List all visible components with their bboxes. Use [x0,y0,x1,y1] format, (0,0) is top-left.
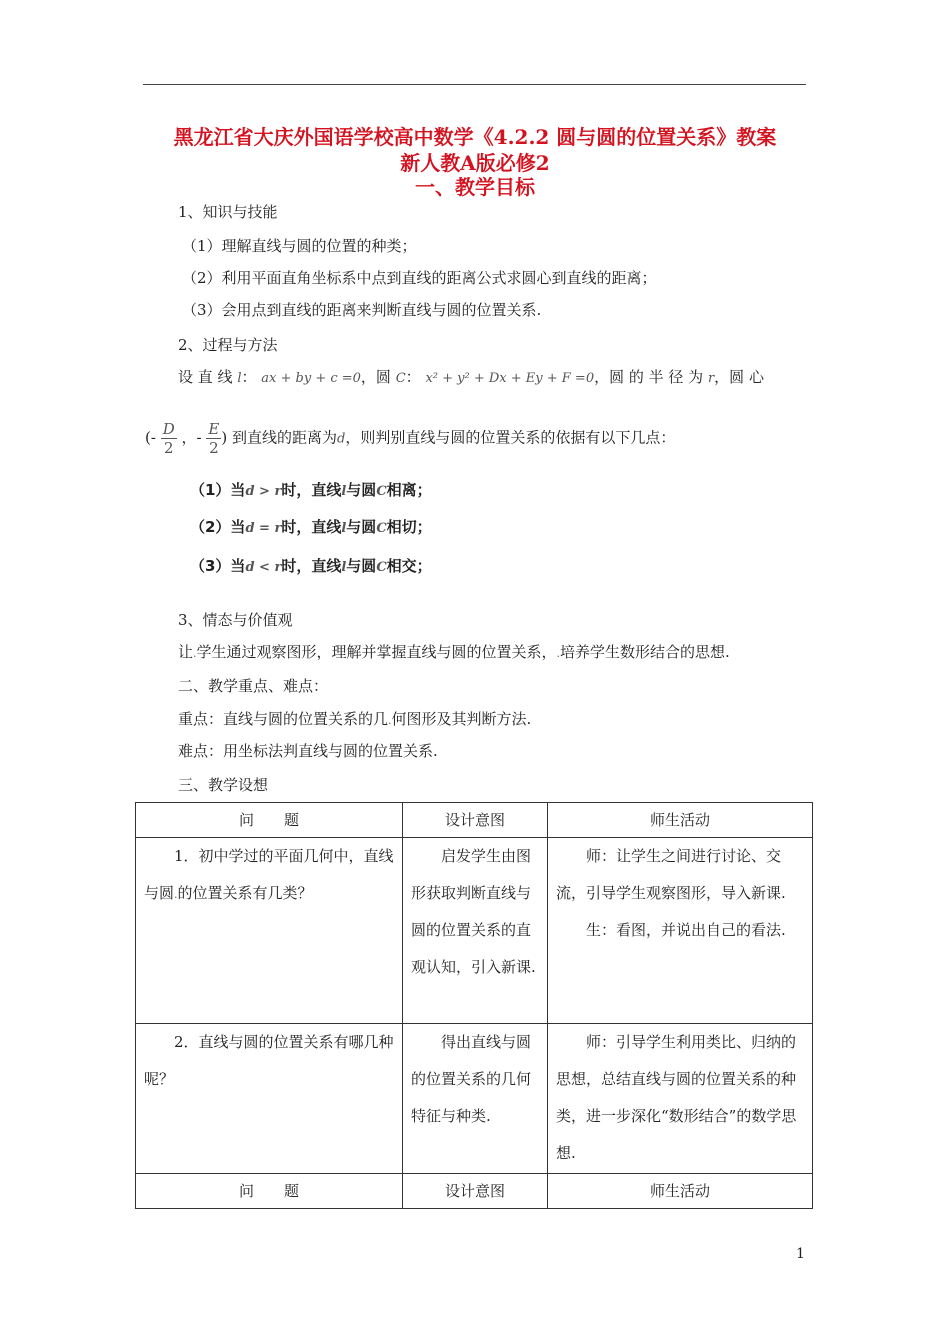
column-header-intent: 设计意图 [403,1174,548,1209]
column-header-activity: 师生活动 [548,803,813,838]
case-intersect: （3）当d < r时，直线l与圆C相交； [190,557,432,575]
section3-text: 让.学生通过观察图形，理解并掌握直线与圆的位置关系，.培养学生数形结合的思想. [178,643,730,661]
fraction-e-over-2: $\frac{E}{2}$ [208,420,220,457]
section1-heading: 1、知识与技能 [178,203,278,221]
intent-cell: 得出直线与圆的位置关系的几何特征与种类. [403,1024,548,1174]
column-header-intent: 设计意图 [403,803,548,838]
dot-mark: . [174,888,178,901]
teaching-design-table [135,802,813,1209]
activity-cell: 师：引导学生利用类比、归纳的思想，总结直线与圆的位置关系的种类，进一步深化“数形结合”的数学思想. [548,1024,813,1174]
dot-mark: . [193,647,197,660]
question-cell: 2．直线与圆的位置关系有哪几种呢？ [136,1024,403,1174]
column-header-activity: 师生活动 [548,1174,813,1209]
section-title-objectives: 一、教学目标 [415,175,535,199]
difficult-point: 难点：用坐标法判直线与圆的位置关系. [178,742,438,760]
section1-item-2: （2）利用平面直角坐标系中点到直线的距离公式求圆心到直线的距离； [182,269,657,287]
question-cell: 1．初中学过的平面几何中，直线与圆.的位置关系有几类？ [136,838,403,1024]
activity-cell: 师：让学生之间进行讨论、交流，引导学生观察图形，导入新课. 生：看图，并说出自己的看法. [548,838,813,1024]
case-separate: （1）当d > r时，直线l与圆C相离； [190,481,432,499]
table-footer-row [136,1174,813,1209]
dot-mark: . [388,714,392,727]
header-rule [143,84,806,85]
section2-line1: 设 直 线 l： ax + by + c =0，圆 C： x² + y² + Dx + Ey + F =0，圆 的 半 径 为 r，圆 心 [178,368,764,386]
section2-line2: (- $\frac{D}{2}$ ，- $\frac{E}{2}$ ) 到直线的距离为d，则判别直线与圆的位置关系的依据有以下几点： [145,420,676,457]
intent-cell: 启发学生由图形获取判断直线与圆的位置关系的直观认知，引入新课. [403,838,548,1024]
section1-item-1: （1）理解直线与圆的位置的种类； [182,237,417,255]
doc-title-line1: 黑龙江省大庆外国语学校高中数学《4.2.2 圆与圆的位置关系》教案 [173,125,777,149]
doc-title-line2: 新人教A版必修2 [400,151,550,175]
key-point: 重点：直线与圆的位置关系的几.何图形及其判断方法. [178,710,532,728]
column-header-question: 问 题 [136,803,403,838]
table-row [136,1024,813,1174]
page-number: 1 [796,1246,805,1262]
section1-item-3: （3）会用点到直线的距离来判断直线与圆的位置关系. [182,301,542,319]
key-points-heading: 二、教学重点、难点： [178,677,329,695]
design-heading: 三、教学设想 [178,776,269,794]
table-row [136,838,813,1024]
fraction-d-over-2: $\frac{D}{2}$ [162,420,175,457]
table-header-row [136,803,813,838]
dot-mark: . [556,647,561,660]
case-tangent: （2）当d = r时，直线l与圆C相切； [190,518,432,536]
column-header-question: 问 题 [136,1174,403,1209]
section3-heading: 3、情态与价值观 [178,611,293,629]
section2-heading: 2、过程与方法 [178,336,278,354]
